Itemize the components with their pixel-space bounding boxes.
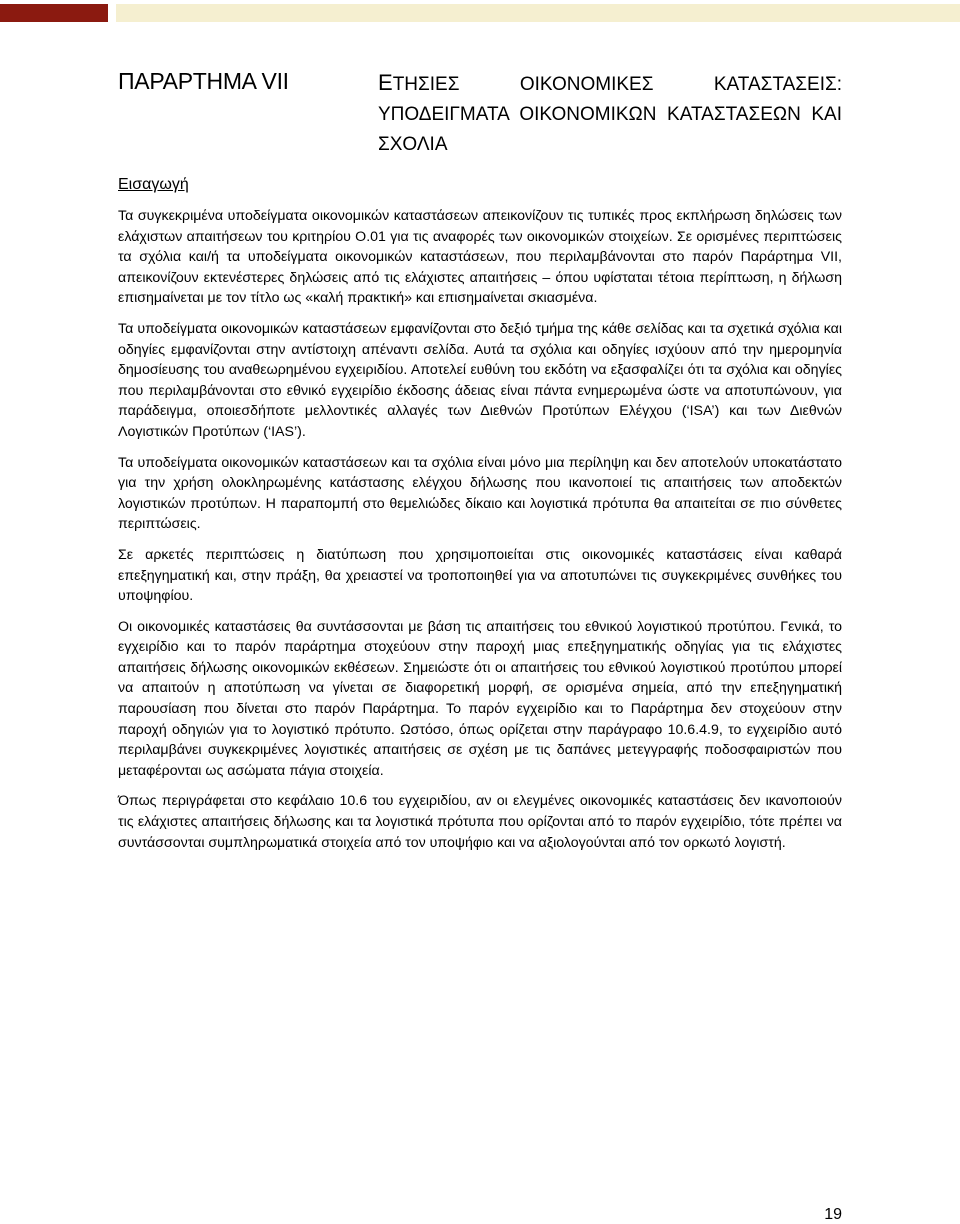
- paragraph: Σε αρκετές περιπτώσεις η διατύπωση που χρησιμοποιείται στις οικονομικές καταστάσεις είναι καθαρά επεξηγηματική και, στην πράξη, θα χρειαστεί να τροποποιηθεί για να αποτυπώνει τις συγκεκριμένες συνθήκες του υποψηφίου.: [118, 546, 842, 605]
- annex-title-text: ΤΗΣΙΕΣ ΟΙΚΟΝΟΜΙΚΕΣ ΚΑΤΑΣΤΑΣΕΙΣ: ΥΠΟΔΕΙΓΜΑΤΑ ΟΙΚΟΝΟΜΙΚΩΝ ΚΑΤΑΣΤΑΣΕΩΝ ΚΑΙ ΣΧΟΛΙΑ: [378, 74, 842, 155]
- header-accent-block: [0, 4, 108, 22]
- header-band: [0, 0, 960, 22]
- body-text: [118, 206, 842, 863]
- page-number: 19: [824, 1206, 842, 1223]
- paragraph: Όπως περιγράφεται στο κεφάλαιο 10.6 του εγχειριδίου, αν οι ελεγμένες οικονομικές καταστάσεις δεν ικανοποιούν τις ελάχιστες απαιτήσεις δήλωσης και τα λογιστικά πρότυπα που ορίζονται από το παρόν εγχειρίδιο, τότε πρέπει να συντάσσονται συμπληρωματικά στοιχεία από τον υποψήφιο και να αξιολογούνται από τον ορκωτό λογιστή.: [118, 793, 842, 851]
- paragraph: Τα υποδείγματα οικονομικών καταστάσεων και τα σχόλια είναι μόνο μια περίληψη και δεν αποτελούν υποκατάστατο για την χρήση ολοκληρωμένης κατάστασης ελέγχου δήλωσης που ικανοποιεί τις απαιτήσεις των αποδεκτών λογιστικών προτύπων. Η παραπομπή στο θεμελιώδες δίκαιο και λογιστικά πρότυπα θα απαιτείται σε πιο σύνθετες περιπτώσεις.: [118, 454, 842, 533]
- paragraph: Τα υποδείγματα οικονομικών καταστάσεων εμφανίζονται στο δεξιό τμήμα της κάθε σελίδας και τα σχετικά σχόλια και οδηγίες εμφανίζονται στην αντίστοιχη απέναντι σελίδα. Αυτά τα σχόλια και οδηγίες ισχύουν από την ημερομηνία δημοσίευσης του αναθεωρημένου εγχειριδίου. Αποτελεί ευθύνη του εκδότη να εξασφαλίζει ότι τα σχόλια και οδηγίες που περιλαμβάνονται στο εθνικό εγχειρίδιο έκδοσης άδειας είναι πάντα ενημερωμένα ώστε να αποτυπώνουν, για παράδειγμα, οποιεσδήποτε μελλοντικές αλλαγές των Διεθνών Προτύπων Ελέγχου (‘ISA’) και των Διεθνών Λογιστικών Προτύπων (‘IAS’).: [118, 320, 842, 440]
- section-heading-introduction: Εισαγωγή: [118, 176, 189, 193]
- annex-label: ΠΑΡΑΡΤΗΜΑ VII: [118, 68, 289, 94]
- annex-title: [378, 68, 842, 160]
- annex-title-first-letter: Ε: [378, 70, 393, 95]
- annex-heading: [118, 66, 842, 156]
- header-rule: [116, 4, 960, 22]
- paragraph: Οι οικονομικές καταστάσεις θα συντάσσονται με βάση τις απαιτήσεις του εθνικού λογιστικού προτύπου. Γενικά, το εγχειρίδιο και το παρόν παράρτημα στοχεύουν στην παροχή μιας επεξηγηματικής οδηγίας για τις ελάχιστες απαιτήσεις δήλωσης οικονομικών εκθέσεων. Σημειώστε ότι οι απαιτήσεις του εθνικού λογιστικού προτύπου μπορεί να απαιτούν η αποτύπωση να γίνεται σε διαφορετική μορφή, σε ορισμένα σημεία, από την επεξηγηματική παρουσίαση που δίνεται στο παρόν Παράρτημα. Το παρόν εγχειρίδιο και το Παράρτημα δεν στοχεύουν στην παροχή οδηγιών για το λογιστικό πρότυπο. Ωστόσο, όπως ορίζεται στην παράγραφο 10.6.4.9, το εγχειρίδιο αυτό περιλαμβάνει συγκεκριμένες λογιστικές απαιτήσεις σε σχέση με τις δαπάνες μετεγγραφής ποδοσφαιριστών που μεταφέρονται ως ασώματα πάγια στοιχεία.: [118, 618, 842, 779]
- paragraph: Τα συγκεκριμένα υποδείγματα οικονομικών καταστάσεων απεικονίζουν τις τυπικές προς εκπλήρωση δηλώσεις των ελάχιστων απαιτήσεων του κριτηρίου Ο.01 για τις αναφορές των οικονομικών στοιχείων. Σε ορισμένες περιπτώσεις τα σχόλια και/ή τα υποδείγματα οικονομικών καταστάσεων, που περιλαμβάνονται στο παρόν Παράρτημα VII, απεικονίζουν εκτενέστερες δηλώσεις από τις ελάχιστες απαιτήσεις – όπου υφίσταται τέτοια περίπτωση, η δήλωση επισημαίνεται με τον τίτλο ως «καλή πρακτική» και επισημαίνεται σκιασμένα.: [118, 208, 842, 307]
